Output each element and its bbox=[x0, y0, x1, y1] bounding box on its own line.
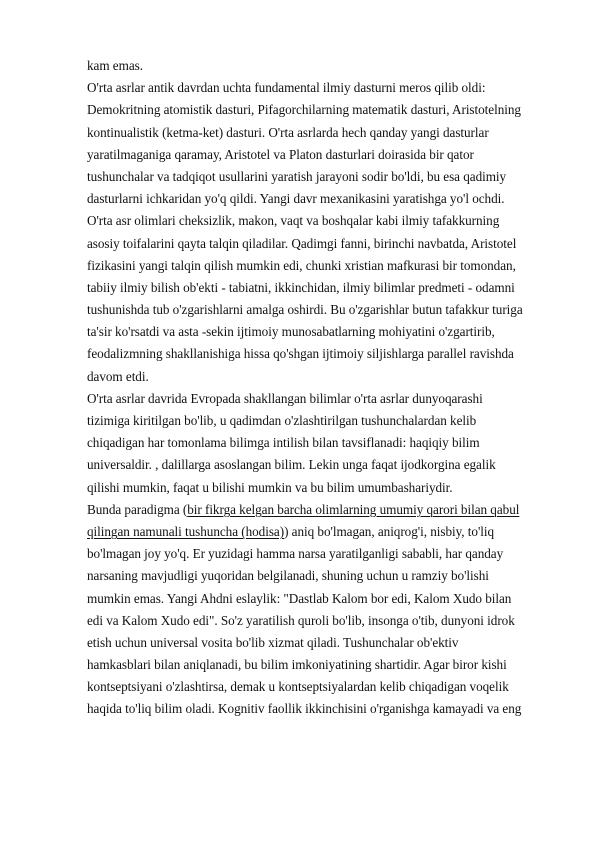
text-line: bo'lmagan joy yo'q. Er yuzidagi hamma narsa yaratilganligi sababli, har qanday bbox=[87, 546, 504, 562]
paradigm-suffix: ) aniq bo'lmagan, aniqrog'i, nisbiy, to'liq bbox=[284, 523, 495, 539]
text-line: narsaning mavjudligi yuqoridan belgilanadi, shuning uchun u ramziy bo'lishi bbox=[87, 568, 489, 584]
text-line: O'rta asrlar antik davrdan uchta fundamental ilmiy dasturni meros qilib oldi: bbox=[87, 80, 486, 96]
text-line: tizimiga kiritilgan bo'lib, u qadimdan o'zlashtirilgan tushunchalardan kelib bbox=[87, 413, 477, 428]
text-line: mumkin emas. Yangi Ahdni eslaylik: "Dastlab Kalom bor edi, Kalom Xudo bilan bbox=[87, 590, 512, 606]
paradigm-line bbox=[87, 499, 557, 521]
text-line: feodalizmning shakllanishiga hissa qo'shgan ijtimoiy siljishlarga parallel ravishda bbox=[87, 346, 514, 362]
text-line: O'rta asr olimlari cheksizlik, makon, vaqt va boshqalar kabi ilmiy tafakkurning bbox=[87, 213, 500, 229]
text-line: dasturlarni ichkaridan yo'q qildi. Yangi davr mexanikasini yaratishga yo'l ochdi. bbox=[87, 191, 505, 207]
text-line: asosiy toifalarini qayta talqin qiladilar. Qadimgi fanni, birinchi navbatda, Aristotel bbox=[87, 235, 517, 251]
text-line: qilishi mumkin, faqat u bilishi mumkin va bu bilim umumbashariydir. bbox=[87, 479, 453, 495]
text-line: haqida to'liq bilim oladi. Kognitiv faollik ikkinchisini o'rganishga kamayadi va eng bbox=[87, 701, 522, 717]
paradigm-definition-link-continued[interactable]: qilingan namunali tushuncha (hodisa) bbox=[87, 523, 285, 539]
text-line: Demokritning atomistik dasturi, Pifagorchilarning matematik dasturi, Aristotelning bbox=[87, 102, 521, 118]
text-line: tushunishda tub o'zgarishlarni amalga oshirdi. Bu o'zgarishlar butun tafakkur turiga bbox=[87, 302, 523, 318]
body-text bbox=[87, 55, 557, 721]
text-line: O'rta asrlar davrida Evropada shakllangan bilimlar o'rta asrlar dunyoqarashi bbox=[87, 390, 483, 406]
paradigm-prefix: Bunda paradigma ( bbox=[87, 501, 188, 517]
text-line: kontseptsiyani o'zlashtirsa, demak u kontseptsiyalardan kelib chiqadigan voqelik bbox=[87, 679, 509, 695]
paradigm-line-continued bbox=[87, 521, 557, 543]
text-line: yaratilmaganiga qaramay, Aristotel va Platon dasturlari doirasida bir qator bbox=[87, 146, 474, 162]
text-line: edi va Kalom Xudo edi". So'z yaratilish quroli bo'lib, insonga o'tib, dunyoni idrok bbox=[87, 612, 515, 628]
text-line: tabiiy ilmiy bilish ob'ekti - tabiatni, ikkinchidan, ilmiy bilimlar predmeti - odamni bbox=[87, 279, 515, 295]
text-line: ta'sir ko'rsatdi va asta -sekin ijtimoiy munosabatlarning mohiyatini o'zgartirib, bbox=[87, 324, 495, 340]
text-line: fizikasini yangi talqin qilish mumkin edi, chunki xristian mafkurasi bir tomondan, bbox=[87, 257, 516, 273]
text-line: davom etdi. bbox=[87, 368, 149, 384]
text-line: kam emas. bbox=[87, 58, 143, 73]
text-line: chiqadigan har tomonlama bilimga intilish bilan tavsiflanadi: haqiqiy bilim bbox=[87, 435, 480, 451]
text-line: kontinualistik (ketma-ket) dasturi. O'rta asrlarda hech qanday yangi dasturlar bbox=[87, 124, 489, 140]
text-line: tushunchalar va tadqiqot usullarini yaratish jarayoni sodir bo'ldi, bu esa qadimiy bbox=[87, 168, 507, 184]
text-line: etish uchun universal vosita bo'lib xizmat qiladi. Tushunchalar ob'ektiv bbox=[87, 634, 459, 650]
text-line: hamkasblari bilan aniqlanadi, bu bilim imkoniyatining shartidir. Agar biror kishi bbox=[87, 657, 507, 673]
paradigm-definition-link[interactable]: bir fikrga kelgan barcha olimlarning umumiy qarori bilan qabul bbox=[187, 501, 520, 517]
text-line: universaldir. , dalillarga asoslangan bilim. Lekin unga faqat ijodkorgina egalik bbox=[87, 457, 496, 473]
